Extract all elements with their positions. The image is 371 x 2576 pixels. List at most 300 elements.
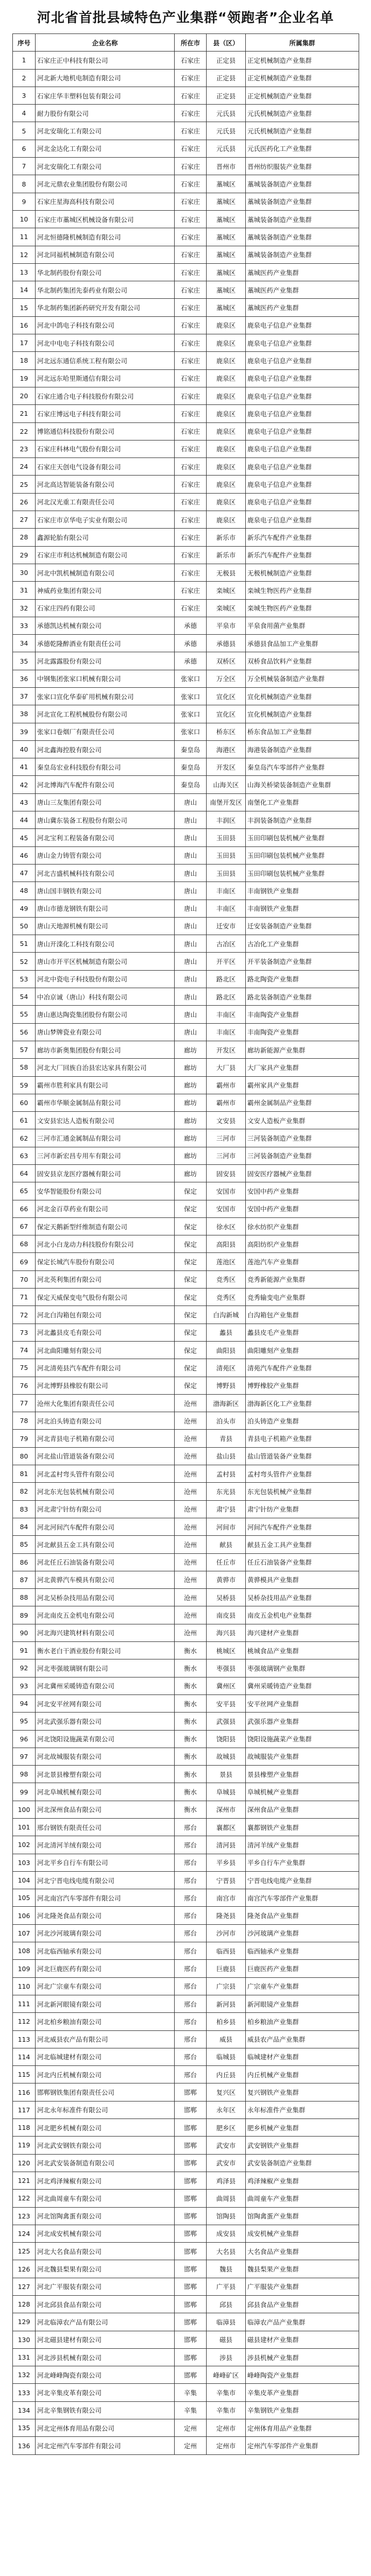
cell-county: 献县 bbox=[207, 1536, 246, 1553]
cell-serial: 19 bbox=[13, 369, 36, 387]
cell-company: 河北同福机械制造有限公司 bbox=[36, 246, 175, 263]
cell-company: 河北蠡县皮毛有限公司 bbox=[36, 1324, 175, 1341]
cell-county: 栾城区 bbox=[207, 599, 246, 617]
cell-cluster: 丰南陶瓷产业集群 bbox=[246, 1006, 359, 1023]
cell-serial: 127 bbox=[13, 2278, 36, 2295]
cell-cluster: 临西轴承产业集群 bbox=[246, 1942, 359, 1960]
cell-county: 鹿泉区 bbox=[207, 405, 246, 422]
cell-serial: 111 bbox=[13, 1995, 36, 2012]
table-row bbox=[13, 1147, 359, 1164]
table-row bbox=[13, 2225, 359, 2242]
table-row bbox=[13, 1112, 359, 1129]
cell-county: 涉县 bbox=[207, 2348, 246, 2366]
cell-city: 唐山 bbox=[175, 1023, 207, 1041]
cell-company: 河北河间汽车配件有限公司 bbox=[36, 1518, 175, 1535]
cell-city: 石家庄 bbox=[175, 122, 207, 140]
cell-company: 河北博海汽车配件有限公司 bbox=[36, 776, 175, 793]
cell-serial: 21 bbox=[13, 405, 36, 422]
cell-cluster: 肃宁针纺产业集群 bbox=[246, 1500, 359, 1518]
cell-company: 河北磁县建材有限公司 bbox=[36, 2331, 175, 2348]
cell-cluster: 深州食品产业集群 bbox=[246, 1801, 359, 1818]
table-row bbox=[13, 776, 359, 793]
table-row bbox=[13, 2119, 359, 2137]
table-row bbox=[13, 582, 359, 599]
cell-city: 沧州 bbox=[175, 1518, 207, 1535]
cell-serial: 104 bbox=[13, 1871, 36, 1889]
cell-company: 河北临城建材有限公司 bbox=[36, 2048, 175, 2065]
table-row bbox=[13, 758, 359, 776]
cell-serial: 8 bbox=[13, 175, 36, 193]
cell-county: 襄都区 bbox=[207, 1818, 246, 1836]
cell-cluster: 安国中药产业集群 bbox=[246, 1200, 359, 1217]
cell-city: 邯郸 bbox=[175, 2366, 207, 2384]
cell-cluster: 固安医疗器械产业集群 bbox=[246, 1165, 359, 1182]
cell-city: 邢台 bbox=[175, 2066, 207, 2083]
table-row bbox=[13, 140, 359, 157]
cell-city: 廊坊 bbox=[175, 1094, 207, 1111]
table-row bbox=[13, 1217, 359, 1235]
cell-serial: 48 bbox=[13, 882, 36, 900]
cell-company: 耐力股份有限公司 bbox=[36, 105, 175, 122]
table-row bbox=[13, 1942, 359, 1960]
cell-serial: 61 bbox=[13, 1112, 36, 1129]
cell-city: 石家庄 bbox=[175, 599, 207, 617]
cell-county: 宁晋县 bbox=[207, 1871, 246, 1889]
cell-city: 秦皇岛 bbox=[175, 776, 207, 793]
cell-serial: 58 bbox=[13, 1059, 36, 1076]
cell-serial: 2 bbox=[13, 69, 36, 87]
cell-serial: 69 bbox=[13, 1253, 36, 1270]
cell-cluster: 魏县梨果产业集群 bbox=[246, 2260, 359, 2278]
cell-cluster: 鹿泉电子信息产业集群 bbox=[246, 387, 359, 404]
cell-serial: 66 bbox=[13, 1200, 36, 1217]
cell-company: 石家庄通合电子科技股份有限公司 bbox=[36, 387, 175, 404]
cell-company: 河北肥乡机械有限公司 bbox=[36, 2119, 175, 2137]
cell-cluster: 南皮五金机电产业集群 bbox=[246, 1606, 359, 1624]
cell-city: 石家庄 bbox=[175, 299, 207, 316]
cell-city: 沧州 bbox=[175, 1465, 207, 1483]
cell-county: 博野县 bbox=[207, 1377, 246, 1394]
cell-county: 东光县 bbox=[207, 1483, 246, 1500]
table-row bbox=[13, 546, 359, 564]
table-row bbox=[13, 1200, 359, 1217]
cell-company: 石家庄博远电子科技有限公司 bbox=[36, 405, 175, 422]
table-row bbox=[13, 405, 359, 422]
cell-serial: 123 bbox=[13, 2207, 36, 2225]
cell-serial: 79 bbox=[13, 1430, 36, 1447]
cell-city: 秦皇岛 bbox=[175, 740, 207, 758]
header-company: 企业名称 bbox=[36, 34, 175, 52]
cell-county: 玉田县 bbox=[207, 846, 246, 864]
cell-city: 张家口 bbox=[175, 723, 207, 740]
cell-county: 正定县 bbox=[207, 69, 246, 87]
cell-cluster: 献县五金工具产业集群 bbox=[246, 1536, 359, 1553]
cell-company: 河北献县五金工具有限公司 bbox=[36, 1536, 175, 1553]
cell-county: 万全区 bbox=[207, 670, 246, 687]
cell-city: 邢台 bbox=[175, 1818, 207, 1836]
table-row bbox=[13, 1854, 359, 1871]
cell-county: 青县 bbox=[207, 1430, 246, 1447]
table-row bbox=[13, 1465, 359, 1483]
table-row bbox=[13, 652, 359, 670]
cell-serial: 35 bbox=[13, 652, 36, 670]
table-row bbox=[13, 1059, 359, 1076]
cell-company: 河北金达化工有限公司 bbox=[36, 140, 175, 157]
cell-company: 鑫源轮胎有限公司 bbox=[36, 529, 175, 546]
cell-cluster: 鹿泉电子信息产业集群 bbox=[246, 369, 359, 387]
cell-serial: 117 bbox=[13, 2101, 36, 2119]
cell-company: 唐山开滦化工科技有限公司 bbox=[36, 935, 175, 953]
cell-cluster: 承德县食品加工产业集群 bbox=[246, 635, 359, 652]
cell-city: 邯郸 bbox=[175, 2296, 207, 2313]
cell-serial: 60 bbox=[13, 1094, 36, 1111]
cell-county: 藁城区 bbox=[207, 246, 246, 263]
cell-company: 河北馆陶禽蛋有限公司 bbox=[36, 2207, 175, 2225]
table-row bbox=[13, 2154, 359, 2172]
cell-serial: 16 bbox=[13, 316, 36, 334]
cell-city: 衡水 bbox=[175, 1730, 207, 1748]
cell-county: 安平县 bbox=[207, 1694, 246, 1712]
cell-cluster: 辛集皮革产业集群 bbox=[246, 2384, 359, 2401]
cell-cluster: 蠡县皮毛产业集群 bbox=[246, 1324, 359, 1341]
cell-cluster: 新乐汽车配件产业集群 bbox=[246, 529, 359, 546]
table-row bbox=[13, 1518, 359, 1535]
cell-cluster: 鹿泉电子信息产业集群 bbox=[246, 511, 359, 529]
table-row bbox=[13, 1766, 359, 1783]
cell-cluster: 路北装备制造产业集群 bbox=[246, 988, 359, 1006]
cell-county: 泊头市 bbox=[207, 1412, 246, 1430]
cell-company: 河北曲周童车有限公司 bbox=[36, 2190, 175, 2207]
cell-city: 唐山 bbox=[175, 829, 207, 846]
cell-city: 衡水 bbox=[175, 1659, 207, 1677]
cell-county: 黄骅市 bbox=[207, 1571, 246, 1588]
cell-county: 丰南区 bbox=[207, 1006, 246, 1023]
cell-company: 安华智能股份有限公司 bbox=[36, 1182, 175, 1200]
cell-serial: 99 bbox=[13, 1783, 36, 1801]
cell-company: 唐山惠达陶瓷集团股份有限公司 bbox=[36, 1006, 175, 1023]
cell-county: 双桥区 bbox=[207, 652, 246, 670]
cell-county: 渤海新区 bbox=[207, 1394, 246, 1412]
cell-county: 新河县 bbox=[207, 1995, 246, 2012]
cell-company: 河北白沟箱包有限公司 bbox=[36, 1306, 175, 1324]
cell-city: 邯郸 bbox=[175, 2207, 207, 2225]
cell-county: 肃宁县 bbox=[207, 1500, 246, 1518]
cell-company: 河北涉县机械有限公司 bbox=[36, 2348, 175, 2366]
cell-serial: 26 bbox=[13, 493, 36, 511]
table-row bbox=[13, 2207, 359, 2225]
cell-county: 元氏县 bbox=[207, 105, 246, 122]
cell-cluster: 丰南钢铁产业集群 bbox=[246, 882, 359, 900]
cell-cluster: 柏乡粮油产业集群 bbox=[246, 2013, 359, 2030]
cell-company: 河北肃宁针纺有限公司 bbox=[36, 1500, 175, 1518]
cell-cluster: 景县橡塑产业集群 bbox=[246, 1766, 359, 1783]
cell-cluster: 武安钢铁产业集群 bbox=[246, 2137, 359, 2154]
cell-company: 河北定州体育用品有限公司 bbox=[36, 2419, 175, 2437]
table-row bbox=[13, 1871, 359, 1889]
cell-cluster: 鹿泉电子信息产业集群 bbox=[246, 476, 359, 493]
table-row bbox=[13, 1713, 359, 1730]
cell-company: 博铭通信科技股份有限公司 bbox=[36, 422, 175, 440]
cell-county: 武安市 bbox=[207, 2154, 246, 2172]
cell-serial: 64 bbox=[13, 1165, 36, 1182]
table-row bbox=[13, 2101, 359, 2119]
table-row bbox=[13, 1536, 359, 1553]
cell-cluster: 迁安装备制造产业集群 bbox=[246, 917, 359, 935]
cell-serial: 120 bbox=[13, 2154, 36, 2172]
table-row bbox=[13, 263, 359, 281]
table-row bbox=[13, 2048, 359, 2065]
cell-serial: 12 bbox=[13, 246, 36, 263]
table-row bbox=[13, 1182, 359, 1200]
cell-county: 磁县 bbox=[207, 2331, 246, 2348]
cell-county: 山海关区 bbox=[207, 776, 246, 793]
cell-city: 沧州 bbox=[175, 1606, 207, 1624]
cell-serial: 74 bbox=[13, 1341, 36, 1359]
cell-serial: 76 bbox=[13, 1377, 36, 1394]
cell-county: 柏乡县 bbox=[207, 2013, 246, 2030]
cell-cluster: 河间汽车配件产业集群 bbox=[246, 1518, 359, 1535]
cell-county: 蠡县 bbox=[207, 1324, 246, 1341]
cell-cluster: 藁城装备制造产业集群 bbox=[246, 210, 359, 228]
cell-cluster: 青县电子机箱产业集群 bbox=[246, 1430, 359, 1447]
cell-cluster: 枣强玻璃钢产业集群 bbox=[246, 1659, 359, 1677]
cell-city: 石家庄 bbox=[175, 564, 207, 581]
cell-serial: 101 bbox=[13, 1818, 36, 1836]
table-row bbox=[13, 210, 359, 228]
cell-city: 唐山 bbox=[175, 864, 207, 882]
cell-county: 玉田县 bbox=[207, 864, 246, 882]
cell-county: 无极县 bbox=[207, 564, 246, 581]
cell-city: 沧州 bbox=[175, 1553, 207, 1571]
cell-cluster: 莲池汽车产业集群 bbox=[246, 1253, 359, 1270]
cell-company: 河北冀州采暖铸造有限公司 bbox=[36, 1677, 175, 1694]
cell-county: 鹿泉区 bbox=[207, 369, 246, 387]
cell-county: 海兴县 bbox=[207, 1624, 246, 1641]
cell-company: 河北安瑞化工有限公司 bbox=[36, 158, 175, 175]
cell-company: 河北恒德隆机械制造有限公司 bbox=[36, 228, 175, 246]
cell-cluster: 饶阳设施蔬菜产业集群 bbox=[246, 1730, 359, 1748]
table-row bbox=[13, 246, 359, 263]
cell-cluster: 安平丝网产业集群 bbox=[246, 1694, 359, 1712]
cell-county: 藁城区 bbox=[207, 193, 246, 210]
cell-cluster: 东光包装机械产业集群 bbox=[246, 1483, 359, 1500]
cell-serial: 27 bbox=[13, 511, 36, 529]
cell-county: 鹿泉区 bbox=[207, 316, 246, 334]
cell-cluster: 三河装备制造产业集群 bbox=[246, 1129, 359, 1147]
table-row bbox=[13, 1783, 359, 1801]
table-row bbox=[13, 687, 359, 705]
cell-city: 石家庄 bbox=[175, 228, 207, 246]
cell-cluster: 鹿泉电子信息产业集群 bbox=[246, 405, 359, 422]
cell-serial: 100 bbox=[13, 1801, 36, 1818]
cell-cluster: 清苑汽车配件产业集群 bbox=[246, 1359, 359, 1377]
table-row bbox=[13, 617, 359, 634]
cell-county: 南堡开发区 bbox=[207, 793, 246, 811]
header-serial: 序号 bbox=[13, 34, 36, 52]
cell-serial: 59 bbox=[13, 1076, 36, 1094]
cell-company: 河北饶阳设施蔬菜有限公司 bbox=[36, 1730, 175, 1748]
cell-serial: 90 bbox=[13, 1624, 36, 1641]
cell-city: 邢台 bbox=[175, 1889, 207, 1907]
table-row bbox=[13, 1129, 359, 1147]
cell-serial: 34 bbox=[13, 635, 36, 652]
cell-serial: 132 bbox=[13, 2366, 36, 2384]
cell-city: 邯郸 bbox=[175, 2225, 207, 2242]
cell-serial: 89 bbox=[13, 1606, 36, 1624]
table-row bbox=[13, 158, 359, 175]
cell-city: 衡水 bbox=[175, 1694, 207, 1712]
cell-company: 河北海兴建筑材料有限公司 bbox=[36, 1624, 175, 1641]
cell-city: 石家庄 bbox=[175, 193, 207, 210]
cell-company: 廊坊市新奥集团股份有限公司 bbox=[36, 1041, 175, 1058]
cell-city: 衡水 bbox=[175, 1713, 207, 1730]
cell-county: 霸州市 bbox=[207, 1076, 246, 1094]
cell-serial: 68 bbox=[13, 1235, 36, 1253]
cell-city: 廊坊 bbox=[175, 1147, 207, 1164]
cell-company: 河北平乡自行车有限公司 bbox=[36, 1854, 175, 1871]
cell-city: 沧州 bbox=[175, 1500, 207, 1518]
cell-city: 石家庄 bbox=[175, 582, 207, 599]
cell-county: 魏县 bbox=[207, 2260, 246, 2278]
cell-cluster: 徐水纺织产业集群 bbox=[246, 1217, 359, 1235]
cell-company: 唐山三友集团有限公司 bbox=[36, 793, 175, 811]
cell-cluster: 秦皇岛汽车零部件产业集群 bbox=[246, 758, 359, 776]
cell-company: 河北盐山管道装备有限公司 bbox=[36, 1447, 175, 1465]
table-row bbox=[13, 1412, 359, 1430]
cell-company: 石家庄市京华电子实业有限公司 bbox=[36, 511, 175, 529]
cell-county: 河间市 bbox=[207, 1518, 246, 1535]
cell-cluster: 正定机械制造产业集群 bbox=[246, 52, 359, 69]
table-row bbox=[13, 52, 359, 69]
cell-serial: 80 bbox=[13, 1447, 36, 1465]
cell-cluster: 磁县建材产业集群 bbox=[246, 2331, 359, 2348]
cell-cluster: 襄都钢铁产业集群 bbox=[246, 1818, 359, 1836]
cell-county: 冀州区 bbox=[207, 1677, 246, 1694]
cell-city: 沧州 bbox=[175, 1571, 207, 1588]
cell-cluster: 任丘石油装备产业集群 bbox=[246, 1553, 359, 1571]
cell-company: 唐山冀东装备工程股份有限公司 bbox=[36, 811, 175, 829]
cell-company: 河北峰峰陶瓷有限公司 bbox=[36, 2366, 175, 2384]
cell-city: 石家庄 bbox=[175, 263, 207, 281]
cell-serial: 73 bbox=[13, 1324, 36, 1341]
table-row bbox=[13, 1977, 359, 1995]
cell-county: 平乡县 bbox=[207, 1854, 246, 1871]
cell-company: 保定天鹅新型纤维制造有限公司 bbox=[36, 1217, 175, 1235]
cell-county: 深州市 bbox=[207, 1801, 246, 1818]
cell-serial: 95 bbox=[13, 1713, 36, 1730]
cell-county: 路北区 bbox=[207, 970, 246, 988]
cell-county: 莲池区 bbox=[207, 1253, 246, 1270]
table-row bbox=[13, 635, 359, 652]
cell-county: 馆陶县 bbox=[207, 2207, 246, 2225]
cell-serial: 94 bbox=[13, 1694, 36, 1712]
cell-company: 河北景县橡塑有限公司 bbox=[36, 1766, 175, 1783]
table-row bbox=[13, 1659, 359, 1677]
cell-company: 石家庄华丰塑料包装有限公司 bbox=[36, 87, 175, 104]
cell-city: 邯郸 bbox=[175, 2172, 207, 2189]
cell-city: 沧州 bbox=[175, 1589, 207, 1606]
cell-serial: 42 bbox=[13, 776, 36, 793]
cell-cluster: 南堡化工产业集群 bbox=[246, 793, 359, 811]
cell-city: 衡水 bbox=[175, 1766, 207, 1783]
cell-cluster: 沙河玻璃产业集群 bbox=[246, 1924, 359, 1942]
cell-city: 沧州 bbox=[175, 1430, 207, 1447]
table-row bbox=[13, 793, 359, 811]
cell-company: 华北制药集团新药研究开发有限公司 bbox=[36, 299, 175, 316]
cell-cluster: 涉县机械产业集群 bbox=[246, 2348, 359, 2366]
cell-county: 丰南区 bbox=[207, 882, 246, 900]
table-row bbox=[13, 352, 359, 369]
cell-county: 鹿泉区 bbox=[207, 387, 246, 404]
cell-company: 河北南宫汽车零部件有限公司 bbox=[36, 1889, 175, 1907]
table-row bbox=[13, 882, 359, 900]
cell-company: 河北汉光重工有限责任公司 bbox=[36, 493, 175, 511]
cell-serial: 14 bbox=[13, 281, 36, 299]
cell-city: 唐山 bbox=[175, 970, 207, 988]
cell-cluster: 定州汽车零部件产业集群 bbox=[246, 2437, 359, 2454]
table-row bbox=[13, 1377, 359, 1394]
cell-company: 河北新河眼镜有限公司 bbox=[36, 1995, 175, 2012]
cell-cluster: 桥东食品加工产业集群 bbox=[246, 723, 359, 740]
cell-county: 威县 bbox=[207, 2030, 246, 2048]
cell-city: 石家庄 bbox=[175, 158, 207, 175]
cell-serial: 78 bbox=[13, 1412, 36, 1430]
cell-company: 承德乾隆醉酒业有限责任公司 bbox=[36, 635, 175, 652]
cell-cluster: 孟村弯头管件产业集群 bbox=[246, 1465, 359, 1483]
cell-serial: 113 bbox=[13, 2030, 36, 2048]
cell-county: 饶阳县 bbox=[207, 1730, 246, 1748]
cell-county: 开平区 bbox=[207, 953, 246, 970]
cell-city: 邢台 bbox=[175, 2048, 207, 2065]
cell-cluster: 内丘机械产业集群 bbox=[246, 2066, 359, 2083]
cell-cluster: 肥乡机械产业集群 bbox=[246, 2119, 359, 2137]
cell-serial: 126 bbox=[13, 2260, 36, 2278]
cell-cluster: 玉田印刷包装机械产业集群 bbox=[246, 846, 359, 864]
cell-serial: 44 bbox=[13, 811, 36, 829]
cell-company: 河北宁晋电线电缆有限公司 bbox=[36, 1871, 175, 1889]
cell-company: 三河市新宏昌专用车有限公司 bbox=[36, 1147, 175, 1164]
cell-company: 保定天威保变电气股份有限公司 bbox=[36, 1289, 175, 1306]
cell-county: 武强县 bbox=[207, 1713, 246, 1730]
cell-serial: 46 bbox=[13, 846, 36, 864]
header-county: 县（区） bbox=[207, 34, 246, 52]
cell-serial: 13 bbox=[13, 263, 36, 281]
cell-company: 霸州市华顺金属制品有限公司 bbox=[36, 1094, 175, 1111]
cell-company: 石家庄科林电气股份有限公司 bbox=[36, 440, 175, 457]
cell-company: 邢台钢铁有限责任公司 bbox=[36, 1818, 175, 1836]
cell-city: 秦皇岛 bbox=[175, 758, 207, 776]
cell-serial: 10 bbox=[13, 210, 36, 228]
cell-serial: 135 bbox=[13, 2419, 36, 2437]
cell-cluster: 霸州家具产业集群 bbox=[246, 1076, 359, 1094]
cell-county: 阜城县 bbox=[207, 1783, 246, 1801]
cell-company: 华北制药集团先泰药业有限公司 bbox=[36, 281, 175, 299]
cell-county: 竞秀区 bbox=[207, 1270, 246, 1288]
cell-county: 盐山县 bbox=[207, 1447, 246, 1465]
table-row bbox=[13, 988, 359, 1006]
cell-company: 河北清河羊绒有限公司 bbox=[36, 1836, 175, 1854]
cell-county: 藁城区 bbox=[207, 299, 246, 316]
cell-serial: 37 bbox=[13, 687, 36, 705]
cell-company: 河北大名食品有限公司 bbox=[36, 2243, 175, 2260]
cell-serial: 96 bbox=[13, 1730, 36, 1748]
table-row bbox=[13, 1165, 359, 1182]
cell-serial: 105 bbox=[13, 1889, 36, 1907]
cell-company: 河北柏乡粮油有限公司 bbox=[36, 2013, 175, 2030]
cell-company: 河北泊头铸造有限公司 bbox=[36, 1412, 175, 1430]
cell-cluster: 白沟箱包产业集群 bbox=[246, 1306, 359, 1324]
cell-serial: 45 bbox=[13, 829, 36, 846]
